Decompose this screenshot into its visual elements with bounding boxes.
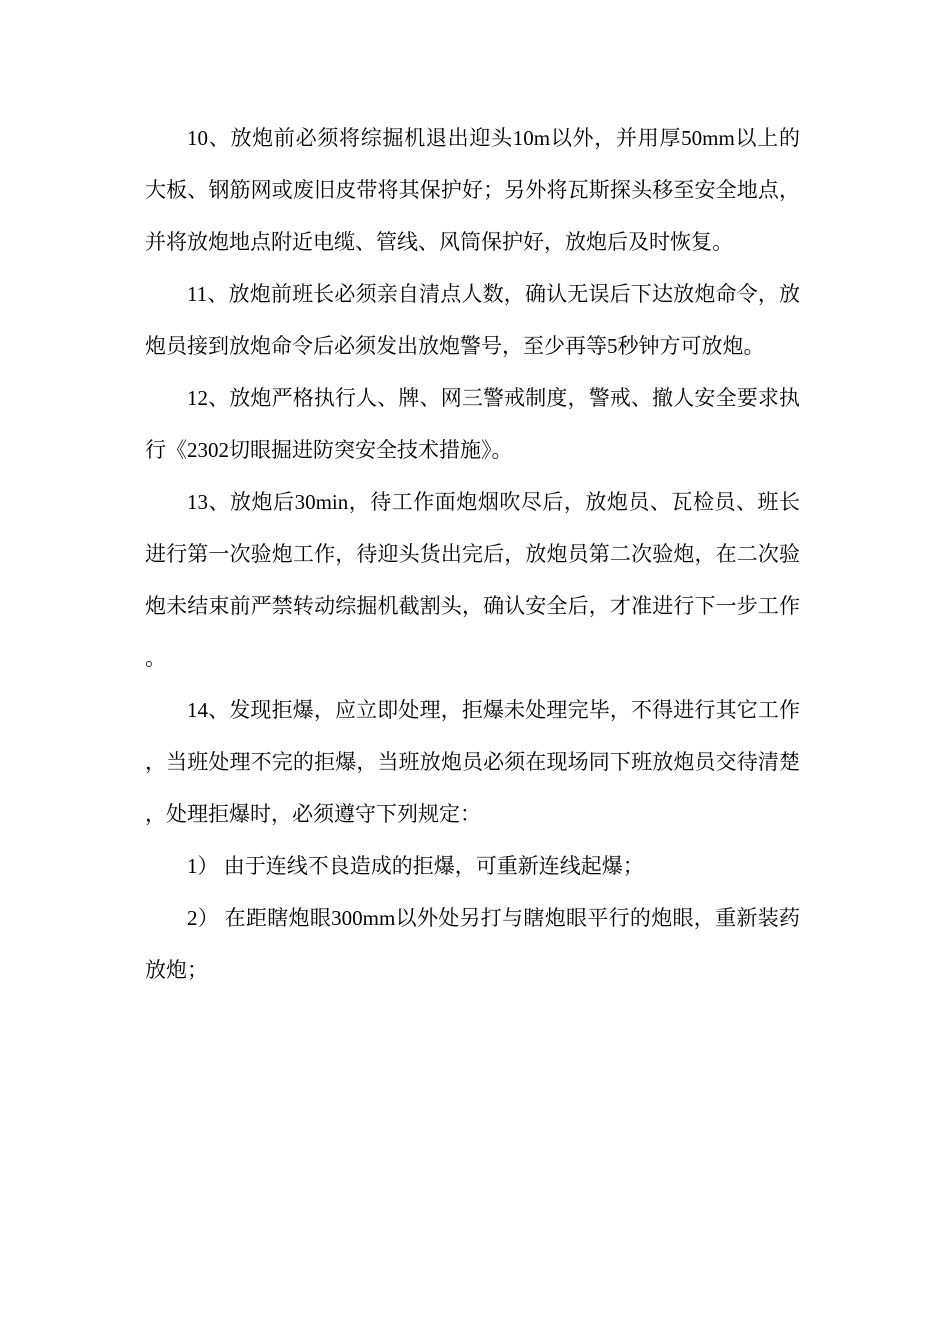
document-body bbox=[145, 112, 800, 996]
paragraph-10-blasting-preparation: 10、放炮前必须将综掘机退出迎头10m以外，并用厚50mm以上的大板、钢筋网或废旧皮带将其保护好；另外将瓦斯探头移至安全地点，并将放炮地点附近电缆、管线、风筒保护好，放炮后及时恢复。 bbox=[145, 126, 800, 254]
paragraph-13-post-blast-inspection: 13、放炮后30min，待工作面炮烟吹尽后，放炮员、瓦检员、班长进行第一次验炮工作，待迎头货出完后，放炮员第二次验炮，在二次验炮未结束前严禁转动综掘机截割头，确认安全后，才准进行下一步工作。 bbox=[145, 490, 800, 670]
paragraph-14-misfire-handling: 14、发现拒爆，应立即处理，拒爆未处理完毕，不得进行其它工作，当班处理不完的拒爆，当班放炮员必须在现场同下班放炮员交待清楚，处理拒爆时，必须遵守下列规定： bbox=[145, 698, 800, 826]
list-item-2-parallel-borehole: 2） 在距瞎炮眼300mm以外处另打与瞎炮眼平行的炮眼，重新装药放炮； bbox=[145, 906, 800, 982]
list-item-1-reconnect-wiring: 1） 由于连线不良造成的拒爆，可重新连线起爆； bbox=[187, 854, 644, 878]
paragraph-12-warning-system: 12、放炮严格执行人、牌、网三警戒制度，警戒、撤人安全要求执行《2302切眼掘进防突安全技术措施》。 bbox=[145, 386, 800, 462]
paragraph-11-blasting-command: 11、放炮前班长必须亲自清点人数，确认无误后下达放炮命令，放炮员接到放炮命令后必须发出放炮警号，至少再等5秒钟方可放炮。 bbox=[145, 282, 800, 358]
